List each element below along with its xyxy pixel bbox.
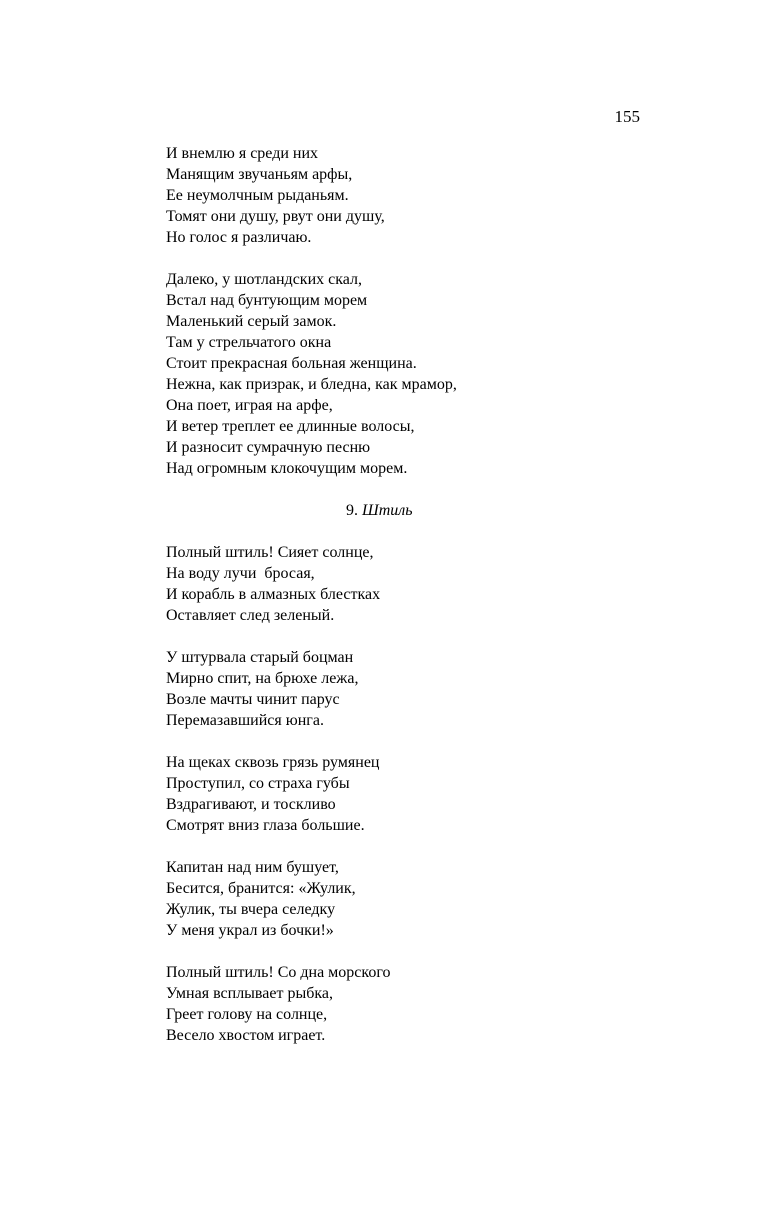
poem-line: Жулик, ты вчера селедку xyxy=(166,901,336,918)
poem-text xyxy=(166,143,646,1067)
poem-line: Перемазавшийся юнга. xyxy=(166,712,324,729)
poem-line: Стоит прекрасная больная женщина. xyxy=(166,355,417,372)
poem-line: Томят они душу, рвут они душу, xyxy=(166,208,385,225)
poem-line: Полный штиль! Со дна морского xyxy=(166,964,391,981)
poem-line: У штурвала старый боцман xyxy=(166,649,354,666)
poem-line: И разносит сумрачную песню xyxy=(166,439,371,456)
section-title xyxy=(166,500,646,521)
poem-line: Вздрагивают, и тоскливо xyxy=(166,796,336,813)
stanza xyxy=(166,962,646,1046)
section-title-text: Штиль xyxy=(362,502,413,519)
poem-line: Умная всплывает рыбка, xyxy=(166,985,333,1002)
poem-line: Ее неумолчным рыданьям. xyxy=(166,187,349,204)
poem-line: Оставляет след зеленый. xyxy=(166,607,335,624)
stanzas-after xyxy=(166,542,646,1046)
poem-line: Капитан над ним бушует, xyxy=(166,859,339,876)
poem-line: Смотрят вниз глаза большие. xyxy=(166,817,365,834)
poem-line: Далеко, у шотландских скал, xyxy=(166,271,362,288)
poem-line: И корабль в алмазных блестках xyxy=(166,586,381,603)
poem-line: Бесится, бранится: «Жулик, xyxy=(166,880,356,897)
stanzas-before xyxy=(166,143,646,479)
stanza xyxy=(166,269,646,479)
poem-line: У меня украл из бочки!» xyxy=(166,922,334,939)
section-number: 9. xyxy=(346,502,362,519)
poem-line: На воду лучи бросая, xyxy=(166,565,315,582)
poem-line: Мирно спит, на брюхе лежа, xyxy=(166,670,359,687)
poem-line: Там у стрельчатого окна xyxy=(166,334,332,351)
stanza xyxy=(166,857,646,941)
poem-line: Проступил, со страха губы xyxy=(166,775,350,792)
poem-line: На щеках сквозь грязь румянец xyxy=(166,754,380,771)
poem-line: И внемлю я среди них xyxy=(166,145,319,162)
poem-line: Над огромным клокочущим морем. xyxy=(166,460,408,477)
poem-line: Манящим звучаньям арфы, xyxy=(166,166,353,183)
page-number: 155 xyxy=(614,107,640,126)
stanza xyxy=(166,143,646,248)
stanza xyxy=(166,542,646,626)
poem-line: Она поет, играя на арфе, xyxy=(166,397,333,414)
poem-line: Возле мачты чинит парус xyxy=(166,691,340,708)
poem-line: Встал над бунтующим морем xyxy=(166,292,368,309)
poem-line: Греет голову на солнце, xyxy=(166,1006,328,1023)
poem-line: Весело хвостом играет. xyxy=(166,1027,326,1044)
stanza xyxy=(166,752,646,836)
poem-line: И ветер треплет ее длинные волосы, xyxy=(166,418,415,435)
poem-line: Но голос я различаю. xyxy=(166,229,312,246)
poem-line: Маленький серый замок. xyxy=(166,313,337,330)
poem-line: Нежна, как призрак, и бледна, как мрамор, xyxy=(166,376,457,393)
stanza xyxy=(166,647,646,731)
poem-line: Полный штиль! Сияет солнце, xyxy=(166,544,374,561)
